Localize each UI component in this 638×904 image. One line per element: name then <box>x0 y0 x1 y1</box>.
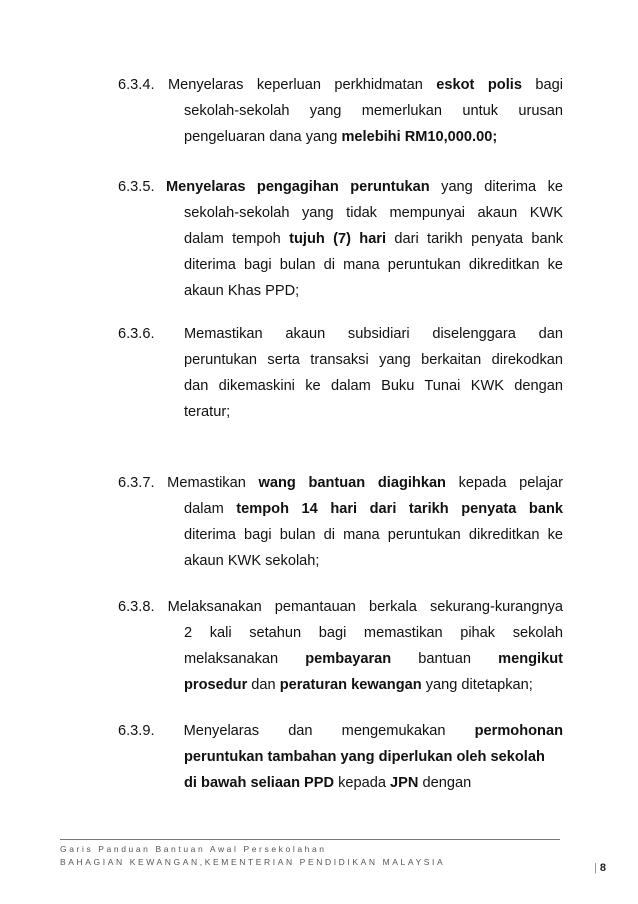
clause-line: dan dikemaskini ke dalam Buku Tunai KWK dengan <box>184 378 563 394</box>
clause-6-3-6 <box>118 321 563 425</box>
footer-title: Garis Panduan Bantuan Awal Persekolahan <box>60 844 327 854</box>
clause-line: melaksanakan pembayaran bantuan mengikut <box>184 651 563 667</box>
clause-line: akaun KWK sekolah; <box>184 553 320 569</box>
clause-6-3-8 <box>118 594 563 698</box>
clause-line: diterima bagi bulan di mana peruntukan dikreditkan ke <box>184 257 563 273</box>
footer-department: BAHAGIAN KEWANGAN,KEMENTERIAN PENDIDIKAN MALAYSIA <box>60 857 446 867</box>
clause-line: diterima bagi bulan di mana peruntukan dikreditkan ke <box>184 527 563 543</box>
clause-6-3-9 <box>118 718 563 796</box>
clause-number: 6.3.5. <box>118 179 155 195</box>
clause-line: prosedur dan peraturan kewangan yang ditetapkan; <box>184 677 533 693</box>
clause-line: 6.3.7. Memastikan wang bantuan diagihkan kepada pelajar <box>118 470 563 496</box>
clause-line: peruntukan serta transaksi yang berkaitan direkodkan <box>184 352 563 368</box>
clause-line: akaun Khas PPD; <box>184 283 300 299</box>
page-separator: | <box>594 862 597 874</box>
clause-number: 6.3.9. <box>118 723 155 739</box>
clause-line: sekolah-sekolah yang memerlukan untuk urusan <box>184 103 563 119</box>
clause-line: 6.3.5. Menyelaras pengagihan peruntukan yang diterima ke <box>118 174 563 200</box>
clause-6-3-7 <box>118 470 563 574</box>
page-number <box>594 862 606 874</box>
footer-divider <box>60 839 560 840</box>
clause-number: 6.3.6. <box>118 326 155 342</box>
clause-line: dalam tempoh 14 hari dari tarikh penyata bank <box>184 501 563 517</box>
clause-line: sekolah-sekolah yang tidak mempunyai akaun KWK <box>184 205 563 221</box>
clause-line: di bawah seliaan PPD kepada JPN dengan <box>184 775 472 791</box>
clause-line: teratur; <box>184 404 231 420</box>
clause-6-3-4 <box>118 72 563 150</box>
clause-number: 6.3.4. <box>118 77 155 93</box>
clause-line: pengeluaran dana yang melebihi RM10,000.00; <box>184 129 498 145</box>
clause-number: 6.3.7. <box>118 475 155 491</box>
clause-line: 6.3.4. Menyelaras keperluan perkhidmatan eskot polis bagi <box>118 72 563 98</box>
clause-6-3-5 <box>118 174 563 304</box>
clause-line: dalam tempoh tujuh (7) hari dari tarikh penyata bank <box>184 231 563 247</box>
clause-number: 6.3.8. <box>118 599 155 615</box>
clause-line: 6.3.6. Memastikan akaun subsidiari diselenggara dan <box>118 321 563 347</box>
clause-line: 2 kali setahun bagi memastikan pihak sekolah <box>184 625 563 641</box>
clause-line: 6.3.8. Melaksanakan pemantauan berkala sekurang-kurangnya <box>118 594 563 620</box>
clause-line: peruntukan tambahan yang diperlukan oleh sekolah <box>184 749 545 765</box>
clause-line: 6.3.9. Menyelaras dan mengemukakan permohonan <box>118 718 563 744</box>
page-number-value: 8 <box>599 862 607 874</box>
